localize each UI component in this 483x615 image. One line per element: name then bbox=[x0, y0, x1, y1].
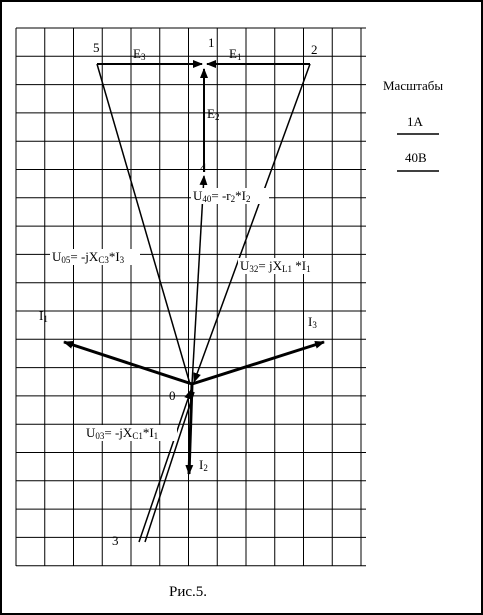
label-i2: I2 bbox=[199, 457, 208, 473]
point-label-3: 3 bbox=[112, 533, 119, 548]
vector-i3 bbox=[192, 342, 324, 384]
point-label-5: 5 bbox=[93, 40, 100, 55]
scale-current: 1A bbox=[407, 114, 423, 129]
scale-voltage: 40B bbox=[405, 150, 427, 165]
label-i3: I3 bbox=[308, 314, 317, 330]
label-u05: U05= -jXC3*I3 bbox=[52, 249, 125, 265]
point-label-4: 4 bbox=[200, 160, 207, 175]
label-u32: U32= jXL1 *I1 bbox=[240, 258, 311, 274]
vector-u03-b bbox=[145, 392, 194, 542]
label-u03: U03= -jXC1*I1 bbox=[86, 425, 159, 441]
point-label-0: 0 bbox=[169, 388, 176, 403]
label-e2: E2 bbox=[207, 106, 220, 122]
label-e1: E1 bbox=[229, 46, 242, 62]
vector-u03-a bbox=[139, 390, 191, 542]
label-u40: U40= -r2*I2 bbox=[193, 188, 251, 204]
vector-u05 bbox=[97, 64, 190, 384]
vector-u40 bbox=[192, 176, 204, 384]
point-label-1: 1 bbox=[208, 35, 215, 50]
point-label-2: 2 bbox=[311, 42, 318, 57]
phasor-diagram bbox=[2, 2, 481, 613]
figure-caption: Рис.5. bbox=[169, 584, 208, 600]
label-i1: I1 bbox=[39, 308, 48, 324]
label-e3: E3 bbox=[133, 46, 146, 62]
grid bbox=[16, 28, 366, 566]
scale-title: Масштабы bbox=[383, 78, 444, 93]
vector-i1 bbox=[64, 342, 192, 384]
